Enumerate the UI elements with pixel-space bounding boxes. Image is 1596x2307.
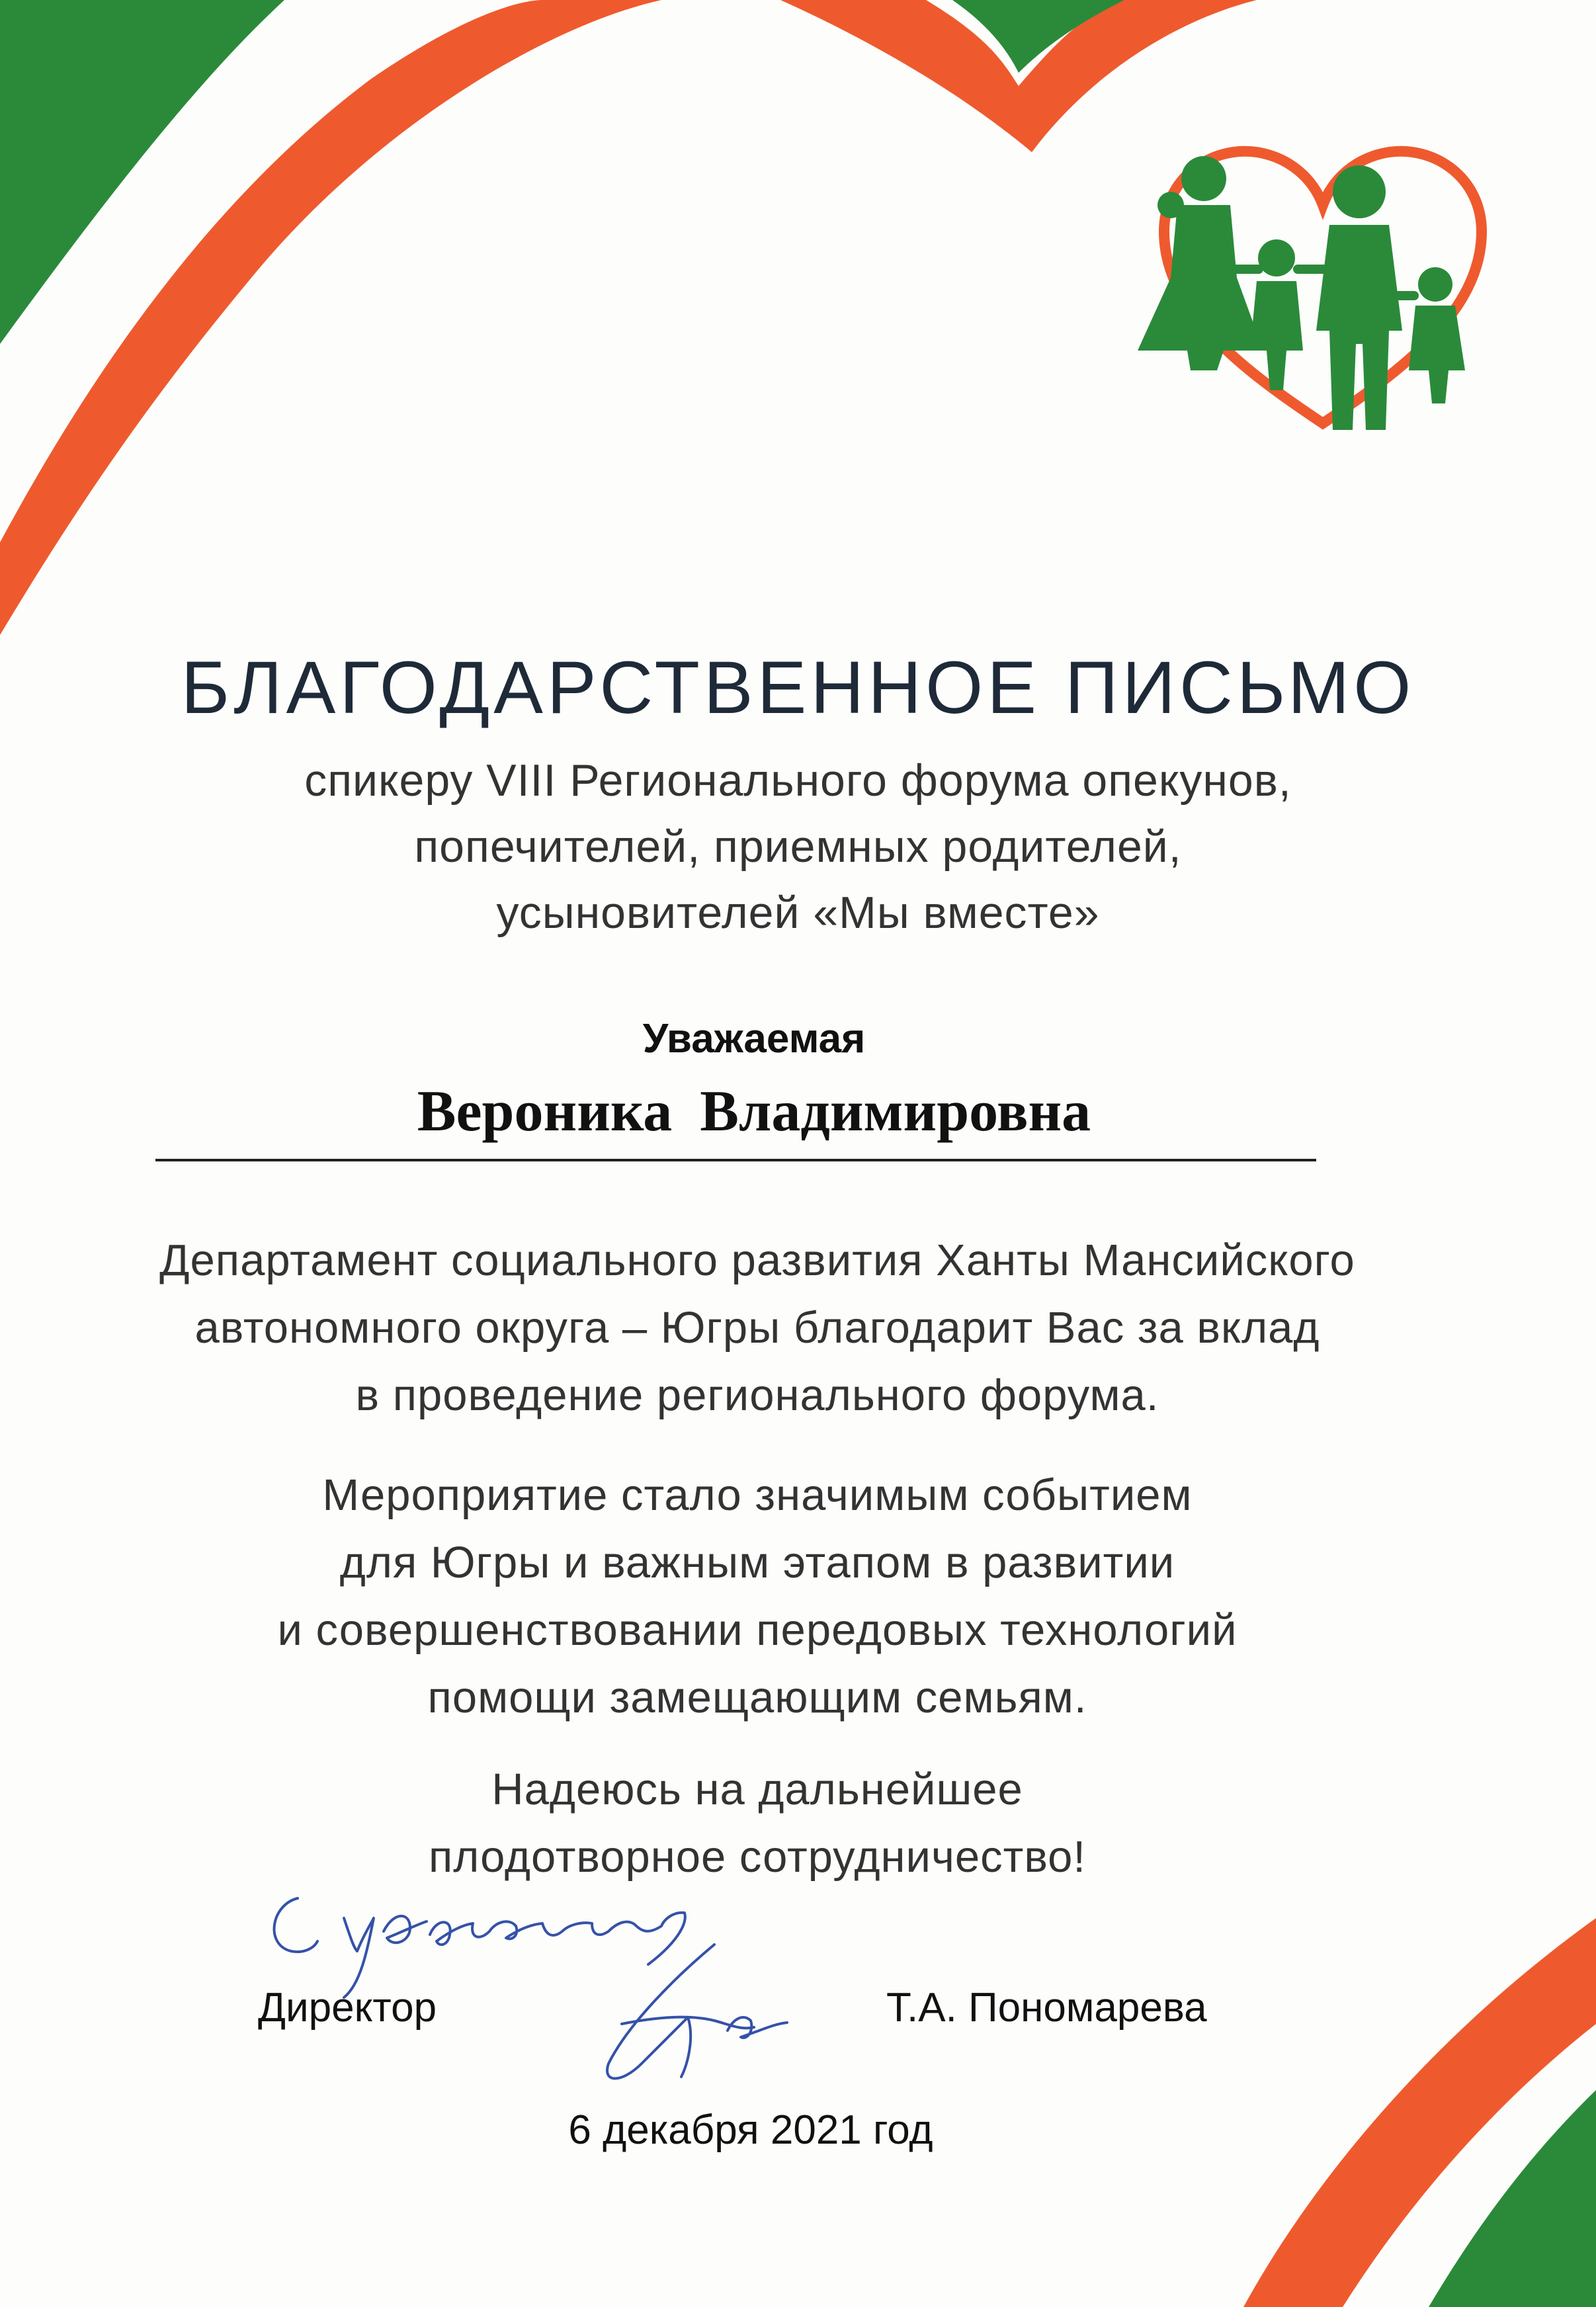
body-line: помощи замещающим семьям. [427, 1673, 1087, 1722]
body-line: автономного округа – Югры благодарит Вас за вклад [194, 1303, 1320, 1353]
body-paragraph-2 [0, 1462, 1515, 1732]
name-underline [155, 1159, 1316, 1161]
subtitle-line: усыновителей «Мы вместе» [496, 888, 1100, 938]
closing-paragraph [0, 1756, 1515, 1891]
body-line: в проведение регионального форума. [355, 1370, 1159, 1420]
signatory-role: Директор [258, 1985, 437, 2031]
body-paragraph-1 [0, 1227, 1515, 1429]
subtitle-line: попечителей, приемных родителей, [414, 821, 1182, 872]
top-left-green-stripe [0, 0, 284, 344]
closing-line: Надеюсь на дальнейшее [491, 1765, 1023, 1814]
recipient-name: Вероника Владимировна [417, 1079, 1091, 1144]
signatory-name: Т.А. Пономарева [886, 1985, 1207, 2031]
letter-date: 6 декабря 2021 год [568, 2107, 933, 2153]
family-heart-icon [1124, 132, 1521, 450]
body-line: Мероприятие стало значимым событием [322, 1470, 1193, 1520]
subtitle-line: спикеру VIII Регионального форума опекунов, [304, 755, 1292, 806]
body-line: для Югры и важным этапом в развитии [339, 1538, 1175, 1587]
body-line: и совершенствовании передовых технологий [277, 1605, 1238, 1655]
letter-subtitle [0, 747, 1596, 946]
body-line: Департамент социального развития Ханты Мансийского [159, 1236, 1355, 1285]
letter-title: БЛАГОДАРСТВЕННОЕ ПИСЬМО [181, 646, 1415, 730]
salutation: Уважаемая [642, 1016, 866, 1062]
closing-line: плодотворное сотрудничество! [428, 1832, 1087, 1882]
